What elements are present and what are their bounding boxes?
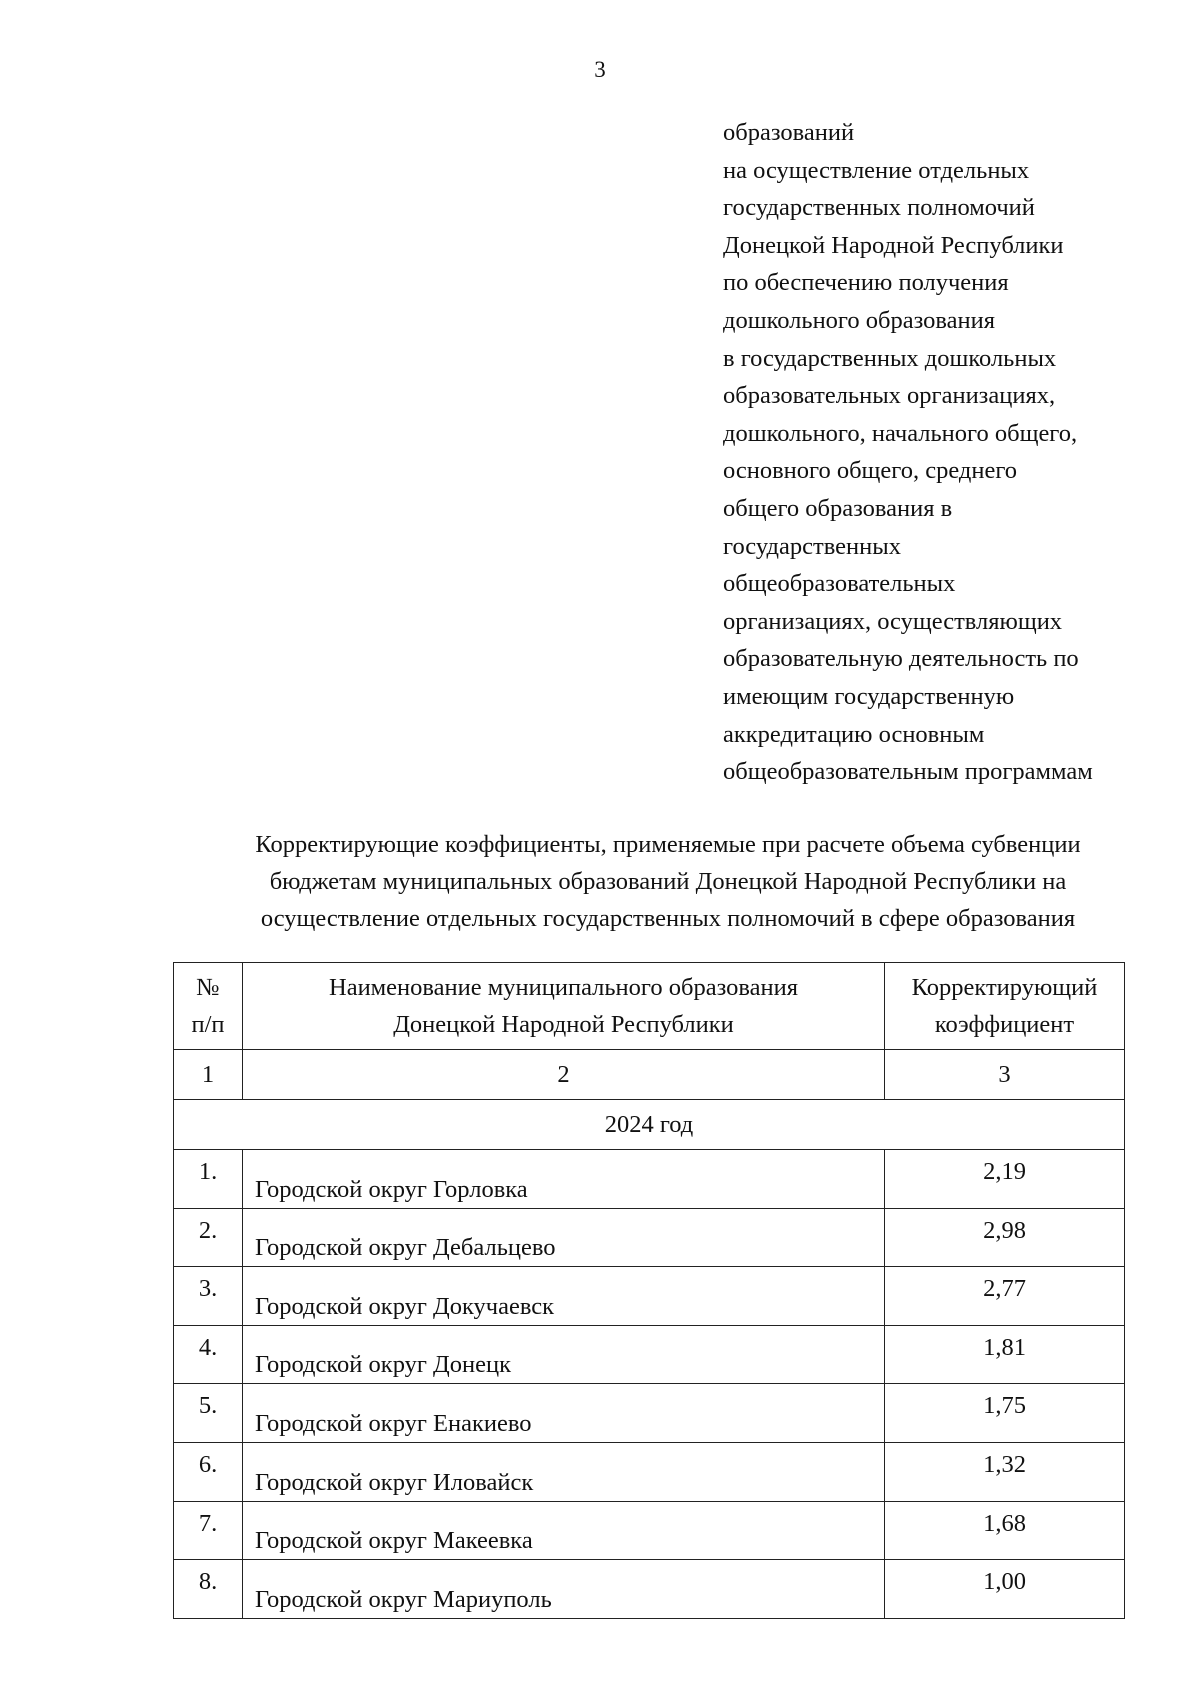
annex-line: основного общего, среднего	[723, 457, 1018, 485]
coefficient-value: 1,00	[885, 1560, 1125, 1619]
row-number: 3.	[174, 1267, 243, 1326]
header-coefficient: Корректирующий коэффициент	[885, 963, 1125, 1050]
municipality-name: Городской округ Макеевка	[243, 1501, 885, 1560]
title-line: Корректирующие коэффициенты, применяемые при расчете объема субвенции	[255, 831, 1081, 858]
coefficients-table	[173, 962, 1125, 1619]
annex-line: общеобразовательных	[723, 570, 956, 598]
column-number-row	[174, 1050, 1125, 1100]
page-number: 3	[594, 57, 606, 82]
coefficient-value: 1,32	[885, 1442, 1125, 1501]
annex-line: образовательных организациях,	[723, 382, 1056, 410]
title-line: бюджетам муниципальных образований Донецкой Народной Республики на	[269, 868, 1067, 895]
annex-line: дошкольного, начального общего,	[723, 419, 1078, 447]
municipality-name: Городской округ Докучаевск	[243, 1267, 885, 1326]
table-row	[174, 1325, 1125, 1384]
table-row	[174, 1384, 1125, 1443]
annex-line: имеющим государственную	[723, 682, 1015, 710]
coefficient-value: 1,81	[885, 1325, 1125, 1384]
year-row	[174, 1100, 1125, 1150]
annex-line: государственных	[723, 532, 901, 560]
table-row	[174, 1560, 1125, 1619]
table-row	[174, 1442, 1125, 1501]
row-number: 6.	[174, 1442, 243, 1501]
municipality-name: Городской округ Донецк	[243, 1325, 885, 1384]
annex-line: в государственных дошкольных	[723, 344, 1057, 372]
row-number: 1.	[174, 1150, 243, 1209]
table-header-row	[174, 963, 1125, 1050]
table-row	[174, 1208, 1125, 1267]
table-row	[174, 1501, 1125, 1560]
header-municipality: Наименование муниципального образования Донецкой Народной Республики	[243, 963, 885, 1050]
annex-line: на осуществление отдельных	[723, 156, 1030, 184]
municipality-name: Городской округ Енакиево	[243, 1384, 885, 1443]
annex-line: образовательную деятельность по	[723, 645, 1079, 673]
coefficient-value: 2,77	[885, 1267, 1125, 1326]
municipality-name: Городской округ Иловайск	[243, 1442, 885, 1501]
coefficient-value: 2,19	[885, 1150, 1125, 1209]
annex-line: по обеспечению получения	[723, 269, 1009, 297]
annex-line: образований	[723, 119, 855, 146]
municipality-name: Городской округ Дебальцево	[243, 1208, 885, 1267]
row-number: 5.	[174, 1384, 243, 1443]
title-line: осуществление отдельных государственных полномочий в сфере образования	[260, 905, 1076, 932]
annex-reference	[723, 114, 1183, 791]
annex-line: общеобразовательным программам	[723, 758, 1093, 786]
coefficient-value: 1,68	[885, 1501, 1125, 1560]
column-number: 2	[243, 1050, 885, 1100]
table-row	[174, 1150, 1125, 1209]
annex-line: аккредитацию основным	[723, 720, 985, 748]
row-number: 8.	[174, 1560, 243, 1619]
annex-line: государственных полномочий	[723, 194, 1035, 222]
row-number: 7.	[174, 1501, 243, 1560]
year-label: 2024 год	[174, 1100, 1125, 1150]
document-title	[0, 826, 1200, 937]
annex-line: организациях, осуществляющих	[723, 607, 1063, 635]
municipality-name: Городской округ Мариуполь	[243, 1560, 885, 1619]
column-number: 3	[885, 1050, 1125, 1100]
coefficient-value: 1,75	[885, 1384, 1125, 1443]
annex-line: дошкольного образования	[723, 306, 995, 334]
coefficient-value: 2,98	[885, 1208, 1125, 1267]
row-number: 2.	[174, 1208, 243, 1267]
header-number: № п/п	[174, 963, 243, 1050]
municipality-name: Городской округ Горловка	[243, 1150, 885, 1209]
annex-line: общего образования в	[723, 494, 953, 522]
column-number: 1	[174, 1050, 243, 1100]
row-number: 4.	[174, 1325, 243, 1384]
table-row	[174, 1267, 1125, 1326]
annex-line: Донецкой Народной Республики	[723, 231, 1064, 259]
